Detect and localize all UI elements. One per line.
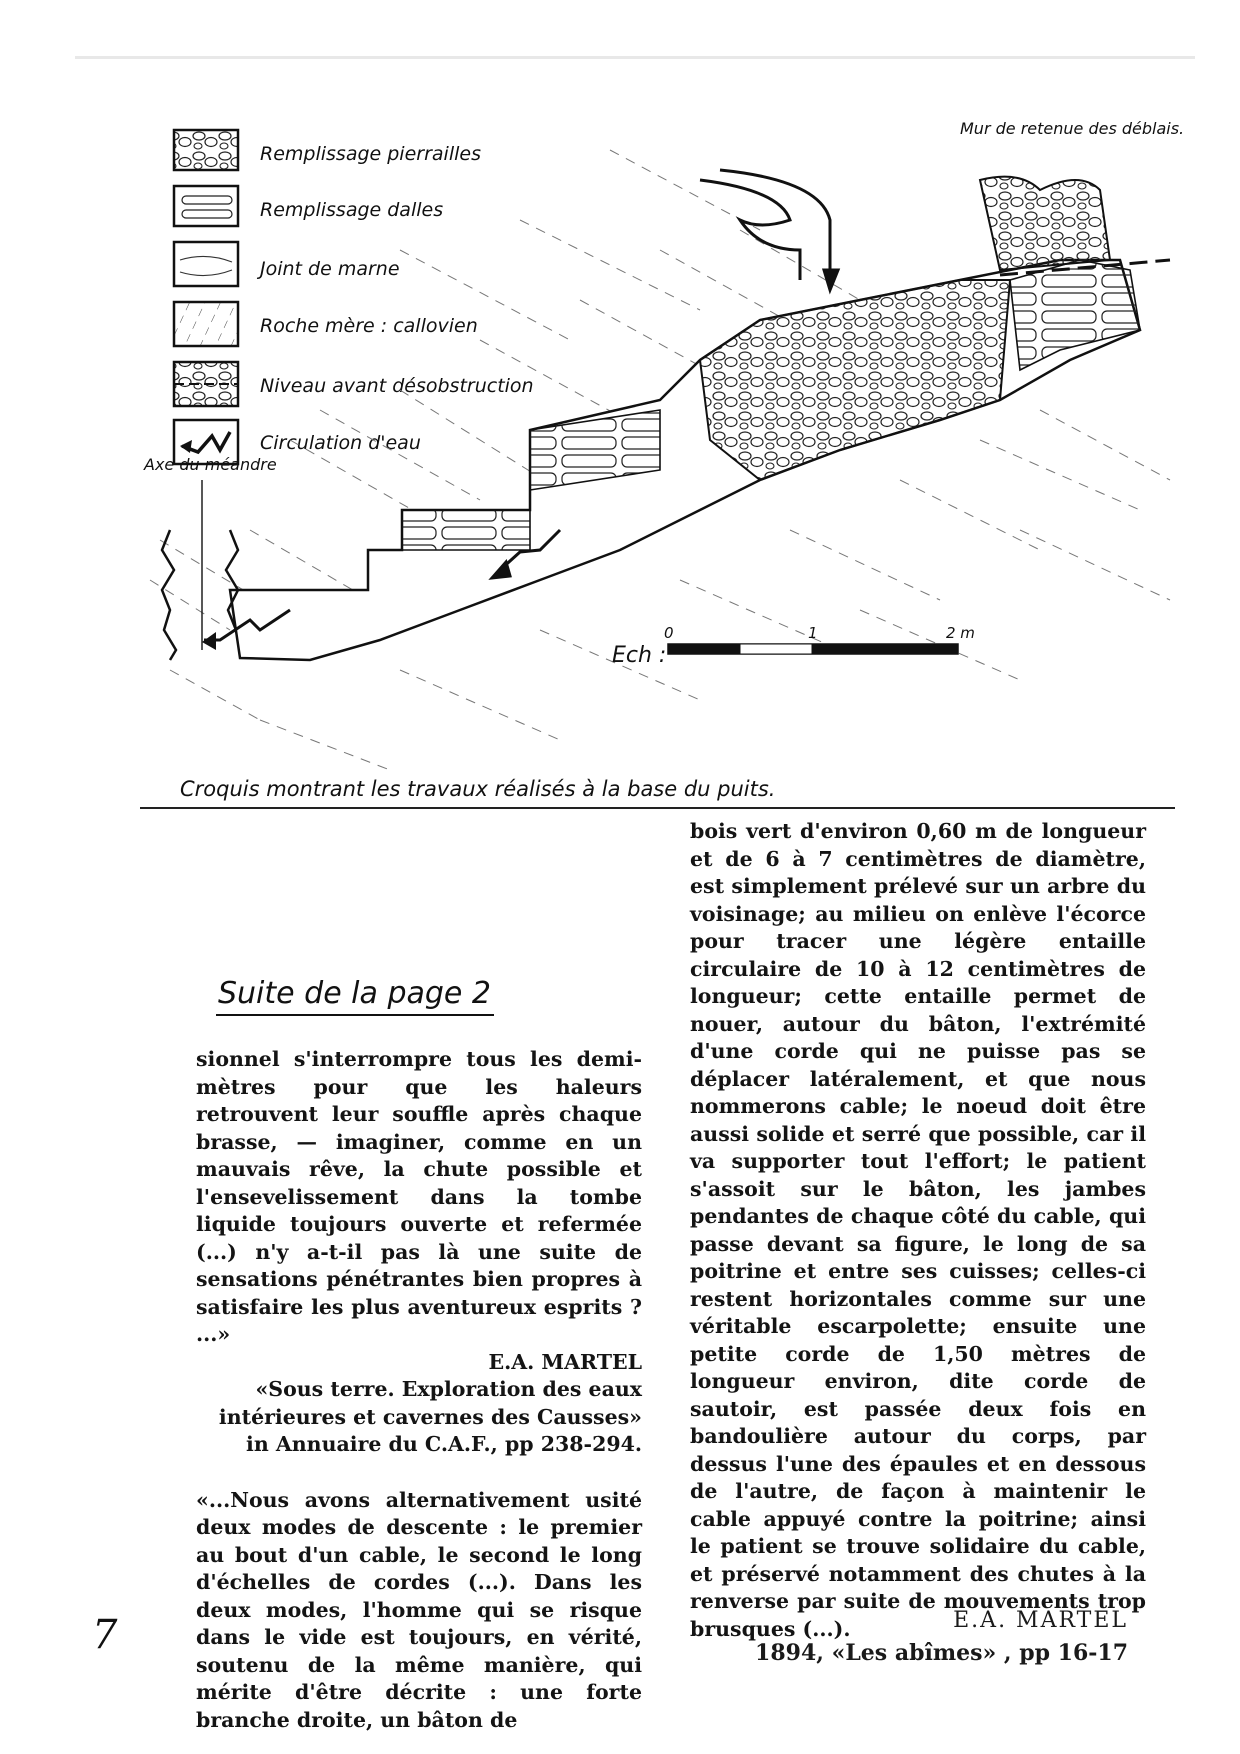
legend-item-rubble [174, 130, 481, 170]
figure-caption: Croquis montrant les travaux réalisés à la base du puits. [180, 777, 776, 801]
figure-separator-rule [140, 807, 1175, 809]
page-number: 7 [92, 1612, 118, 1658]
legend-item-marl-joint [174, 242, 400, 286]
scale-prefix: Ech : [612, 643, 667, 668]
rubble-fill-pattern-icon [174, 130, 238, 170]
legend-label: Remplissage pierrailles [260, 143, 481, 165]
section-heading: Suite de la page 2 [218, 976, 491, 1011]
legend-label: Roche mère : callovien [260, 315, 478, 337]
scale-tick-0: 0 [664, 624, 674, 642]
marl-joint-pattern-icon [174, 242, 238, 286]
gallery-section [230, 177, 1170, 660]
legend-label: Remplissage dalles [260, 199, 444, 221]
quote-source-ref: in Annuaire du C.A.F., pp 238-294. [246, 1432, 642, 1456]
cave-sketch-figure [140, 110, 1200, 810]
bedrock-hatch-pattern-icon [174, 302, 238, 346]
right-paragraph: bois vert d'environ 0,60 m de longueur et de 6 à 7 centimètres de diamètre, est simplement prélevé sur un arbre du voisinage; au milieu on enlève l'écorce pour tracer une légère entaille circulaire de 10 à 12 centimètres de longueur; cette entaille permet de nouer, autour du bâton, l'extrémité d'une corde qui ne puisse pas se déplacer latéralement, et que nous nommerons cable; le noeud doit être aussi solide et serré que possible, car il va supporter tout l'effort; le patient s'assoit sur le bâton, les jambes pendantes de chaque côté du cable, qui passe devant sa figure, le long de sa poitrine et entre ses cuisses; celles-ci restent horizontales comme sur une véritable escarpolette; ensuite une petite corde de 1,50 mètres de longueur environ, dite corde de sautoir, est passée deux fois en bandoulière autour du corps, par dessus l'une des épaules et en dessous de l'autre, de façon à maintenir le cable appuyé contre la poitrine; ainsi le patient se trouve solidaire du cable, et préservé notamment des chutes à la renverse par suite de mouvements trop brusques (...). [690, 819, 1146, 1641]
quote-author: E.A. MARTEL [488, 1349, 642, 1374]
right-text-column [690, 818, 1146, 1643]
legend-item-bedrock [174, 302, 478, 346]
scale-bar [612, 624, 975, 668]
legend-item-slabs [174, 186, 443, 226]
footer-author: E.A. MARTEL [953, 1608, 1128, 1633]
footer-source: 1894, «Les abîmes» , pp 16-17 [755, 1640, 1128, 1666]
meander-axis-label: Axe du méandre [144, 455, 277, 474]
legend-item-pre-clearing [174, 362, 534, 406]
scale-tick-1: 1 [808, 624, 818, 642]
retaining-wall-label: Mur de retenue des déblais. [960, 119, 1185, 138]
quote-source-title: «Sous terre. Exploration des eaux intérieures et cavernes des Causses» [218, 1377, 642, 1429]
legend-label: Joint de marne [260, 258, 400, 280]
legend-label: Niveau avant désobstruction [260, 375, 534, 397]
left-text-column [196, 1046, 642, 1734]
left-paragraph-1: sionnel s'interrompre tous les demi-mètres pour que les haleurs retrouvent leur souffle après chaque brasse, — imaginer, comme en un mauvais rêve, la chute possible et l'ensevelissement dans la tombe liquide toujours ouverte et refermée (...) n'y a-t-il pas là une suite de sensations pénétrantes bien propres à satisfaire les plus aventureux esprits ? ...» [196, 1047, 642, 1346]
slab-fill-pattern-icon [174, 186, 238, 226]
left-paragraph-2: «...Nous avons alternativement usité deux modes de descente : le premier au bout d'un cable, le second le long d'échelles de cordes (...). Dans les deux modes, l'homme qui se risque dans le vide est toujours, en vérité, soutenu de la même manière, qui mérite d'être décrite : une forte branche droite, un bâton de [196, 1487, 642, 1732]
legend [174, 130, 534, 464]
section-heading-underline [216, 1014, 494, 1016]
legend-label: Circulation d'eau [260, 432, 421, 454]
scale-tick-2: 2 m [946, 624, 975, 642]
